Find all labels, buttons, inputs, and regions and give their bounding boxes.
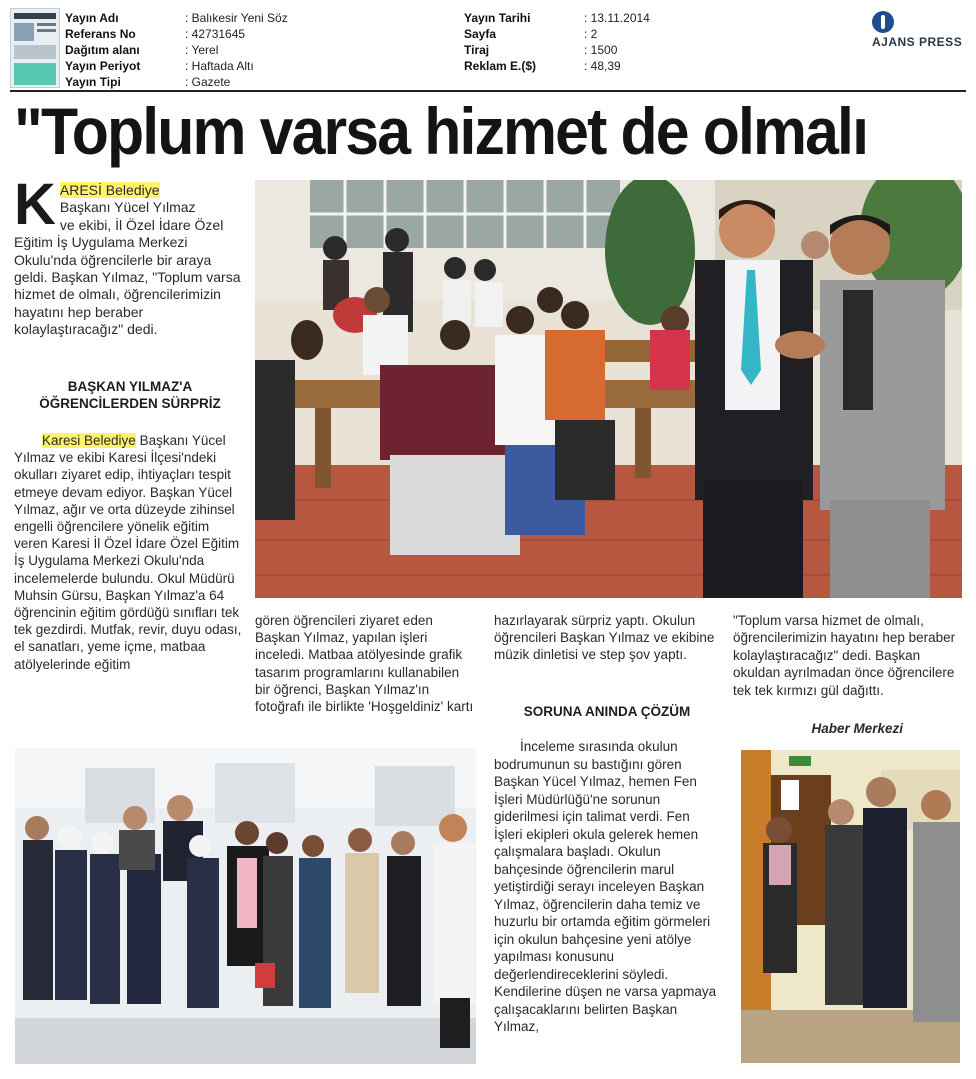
intro-text: Özel Eğitim İş Uygulama Merkezi Okulu'nda öğrencilerle bir araya geldi. Başkan Yılmaz, "Toplum varsa hizmet de olmalı, öğrencilerimizin hayatını hep beraber kolaylaştıracağız" dedi. xyxy=(14,216,241,338)
hallway-photo xyxy=(741,750,960,1063)
article-column-1 xyxy=(14,432,246,673)
meta-row xyxy=(65,26,288,42)
column-text: "Toplum varsa hizmet de olmalı, öğrencilerimizin hayatını hep beraber kolaylaştıracağız" dedi. Başkan okuldan ayrılmadan önce öğrencilere tek tek kırmızı gül dağıttı. xyxy=(733,613,956,698)
meta-key: Tiraj xyxy=(464,43,490,57)
meta-row xyxy=(65,42,288,58)
subheading-line: BAŞKAN YILMAZ'A xyxy=(67,379,193,394)
subheading: SORUNA ANINDA ÇÖZÜM xyxy=(523,704,691,719)
publication-meta-right xyxy=(464,10,650,74)
column-text: gören öğrencileri ziyaret eden Başkan Yılmaz, yapılan işleri inceledi. Matbaa atölyesinde grafik tasarım programlarını kullanabilen bir öğrenci, Başkan Yılmaz'ın fotoğrafı ile birlikte 'Hoşgeldiniz' kartı xyxy=(255,613,474,715)
column-text: hazırlayarak sürpriz yaptı. Okulun öğrencileri Başkan Yılmaz ve ekibine müzik dinletisi ve step şov yaptı. xyxy=(494,613,715,663)
meta-value: : Yerel xyxy=(185,43,219,57)
column-text: Başkanı Yücel Yılmaz ve ekibi Karesi İlçesi'ndeki okulları ziyaret edip, ihtiyaçları tespit etmeye devam ediyor. Başkan Yücel Yılmaz, ağır ve orta düzeyde zihinsel engelli öğrencilere yönelik eğitim veren Karesi İl Özel İdare Özel Eğitim İş Uygulama Merkezi Okulu'nda incelemelerde bulundu. Okul Müdürü Muhsin Gürsu, Başkan Yılmaz'a 64 öğrencinin eğitim gördüğü sınıfları tek tek gezdirdi. Mutfak, revir, duyu odası, el sanatları, yeme içme, matbaa atölyelerinde eğitim xyxy=(14,433,242,672)
highlighted-text: ARESİ Belediye xyxy=(59,182,160,198)
meta-key: Yayın Tarihi xyxy=(464,11,531,25)
byline: Haber Merkezi xyxy=(811,721,903,736)
meta-value: : Gazete xyxy=(185,75,231,89)
meta-key: Yayın Adı xyxy=(65,11,119,25)
meta-value: : 48,39 xyxy=(584,59,621,73)
meta-key: Yayın Periyot xyxy=(65,59,141,73)
meta-row xyxy=(65,74,288,90)
hallway-photo-image xyxy=(741,750,960,1063)
subheading xyxy=(14,378,246,412)
newspaper-thumbnail xyxy=(10,8,60,88)
article-column-4 xyxy=(733,612,963,699)
meta-row xyxy=(464,10,650,26)
meta-value: : Balıkesir Yeni Söz xyxy=(185,11,288,25)
meta-value: : Haftada Altı xyxy=(185,59,254,73)
ajans-press-logo xyxy=(870,9,966,49)
meta-value: : 13.11.2014 xyxy=(584,11,650,25)
meta-key: Sayfa xyxy=(464,27,497,41)
meta-row xyxy=(65,58,288,74)
meta-value: : 2 xyxy=(584,27,598,41)
drop-cap: K xyxy=(14,172,56,237)
article-column-2 xyxy=(255,612,477,715)
meta-row xyxy=(65,10,288,26)
ajans-press-logo-icon xyxy=(872,11,894,33)
main-photo-visit xyxy=(255,180,962,598)
logo-text: AJANS PRESS xyxy=(872,35,963,49)
article-intro xyxy=(14,172,246,339)
article-column-3 xyxy=(494,612,720,664)
meta-value: : 1500 xyxy=(584,43,618,57)
meta-value: : 42731645 xyxy=(185,27,246,41)
main-photo-image xyxy=(255,180,962,598)
intro-line: Başkanı Yücel Yılmaz xyxy=(59,199,196,216)
meta-key: Reklam E.($) xyxy=(464,59,537,73)
highlighted-text: Karesi Belediye xyxy=(42,433,136,448)
group-photo-image xyxy=(15,748,476,1064)
meta-key: Dağıtım alanı xyxy=(65,43,140,57)
article-column-3b xyxy=(494,738,720,1036)
meta-row xyxy=(464,58,650,74)
subheading-line: ÖĞRENCİLERDEN SÜRPRİZ xyxy=(39,396,221,411)
article-headline: "Toplum varsa hizmet de olmalı xyxy=(14,94,868,168)
column-text: İnceleme sırasında okulun bodrumunun su bastığını gören Başkan Yücel Yılmaz, hemen Fen İşleri Müdürlüğü'ne sorunun giderilmesi için talimat verdi. Fen İşleri ekipleri okula gelerek hemen çalışmalara başladı. Okulun bahçesinde öğrencilerin marul yetiştirdiği serayı inceleyen Başkan Yılmaz, öğrencilerin daha temiz ve huzurlu bir ortamda eğitim görmeleri için okulun bahçesine yeni atölye yapılması konusunu değerlendireceklerini söyledi. Kendilerine düşen ne varsa yapmaya çalışacaklarını belirten Başkan Yılmaz, xyxy=(494,739,717,1034)
meta-row xyxy=(464,42,650,58)
group-photo xyxy=(15,748,476,1064)
meta-key: Referans No xyxy=(65,27,136,41)
meta-row xyxy=(464,26,650,42)
publication-meta-left xyxy=(65,10,288,90)
meta-key: Yayın Tipi xyxy=(65,75,121,89)
intro-line: ve ekibi, İl Özel İdare xyxy=(59,216,191,233)
